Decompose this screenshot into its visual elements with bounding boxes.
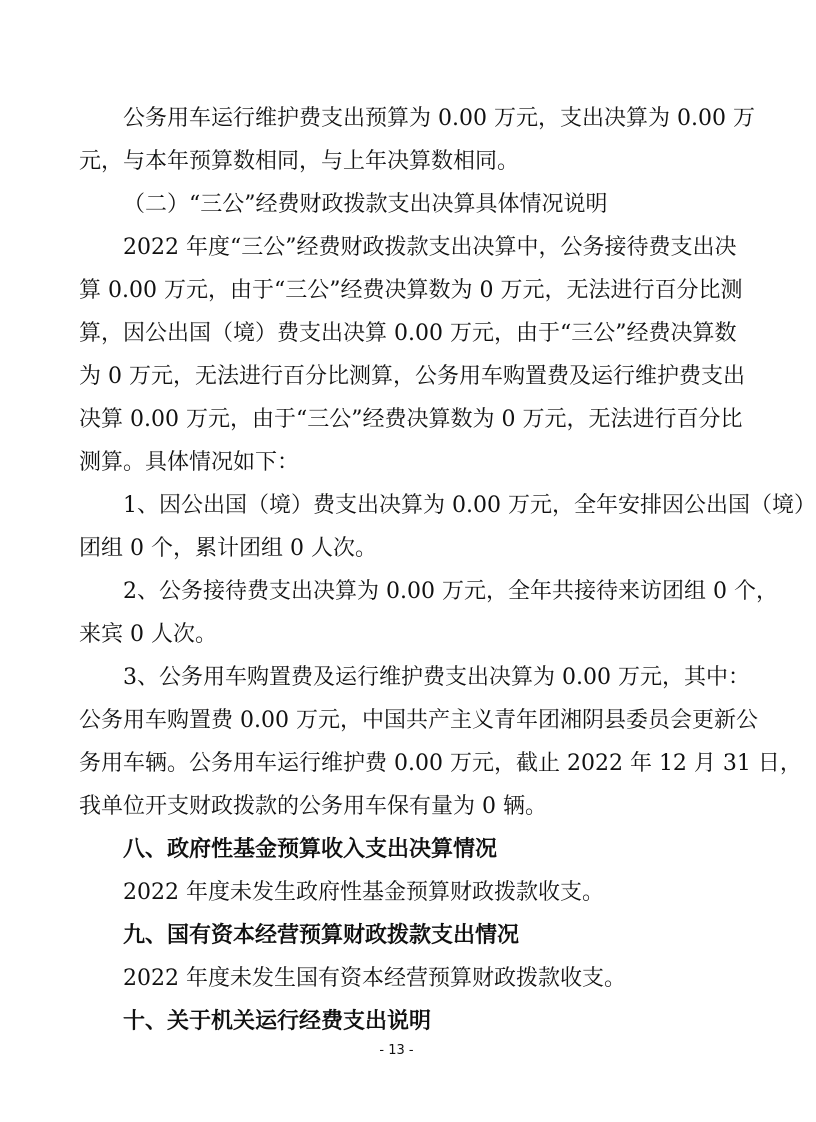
para3-line1: 2022 年度“三公”经费财政拨款支出决算中，公务接待费支出决	[123, 235, 737, 260]
item3-line1: 3、公务用车购置费及运行维护费支出决算为 0.00 万元，其中：	[123, 665, 750, 690]
para3-line3: 算，因公出国（境）费支出决算 0.00 万元，由于“三公”经费决算数	[79, 321, 737, 346]
item3-line3: 务用车辆。公务用车运行维护费 0.00 万元，截止 2022 年 12 月 31 日，	[79, 751, 802, 776]
para3-line5: 决算 0.00 万元，由于“三公”经费决算数为 0 万元，无法进行百分比	[79, 407, 743, 432]
item3-line4: 我单位开支财政拨款的公务用车保有量为 0 辆。	[79, 794, 547, 819]
para3-line6: 测算。具体情况如下：	[79, 450, 300, 475]
section9-text: 2022 年度未发生国有资本经营预算财政拨款收支。	[123, 966, 626, 991]
section9-heading: 九、国有资本经营预算财政拨款支出情况	[123, 923, 520, 948]
item1-line2: 团组 0 个，累计团组 0 人次。	[79, 536, 377, 561]
item2-line2: 来宾 0 人次。	[79, 622, 217, 647]
section8-heading: 八、政府性基金预算收入支出决算情况	[123, 837, 498, 862]
item3-line2: 公务用车购置费 0.00 万元，中国共产主义青年团湘阴县委员会更新公	[79, 708, 758, 733]
page-number: - 13 -	[379, 1043, 414, 1058]
section8-text: 2022 年度未发生政府性基金预算财政拨款收支。	[123, 880, 604, 905]
para1-line2: 元，与本年预算数相同，与上年决算数相同。	[79, 149, 520, 174]
section10-heading: 十、关于机关运行经费支出说明	[123, 1009, 432, 1034]
item1-line1: 1、因公出国（境）费支出决算为 0.00 万元，全年安排因公出国（境）	[123, 493, 816, 518]
subheading-three-public: （二）“三公”经费财政拨款支出决算具体情况说明	[123, 192, 608, 217]
item2-line1: 2、公务接待费支出决算为 0.00 万元，全年共接待来访团组 0 个，	[123, 579, 778, 604]
para1-line1: 公务用车运行维护费支出预算为 0.00 万元，支出决算为 0.00 万	[123, 106, 755, 131]
para3-line2: 算 0.00 万元，由于“三公”经费决算数为 0 万元，无法进行百分比测	[79, 278, 743, 303]
para3-line4: 为 0 万元，无法进行百分比测算，公务用车购置费及运行维护费支出	[79, 364, 745, 389]
